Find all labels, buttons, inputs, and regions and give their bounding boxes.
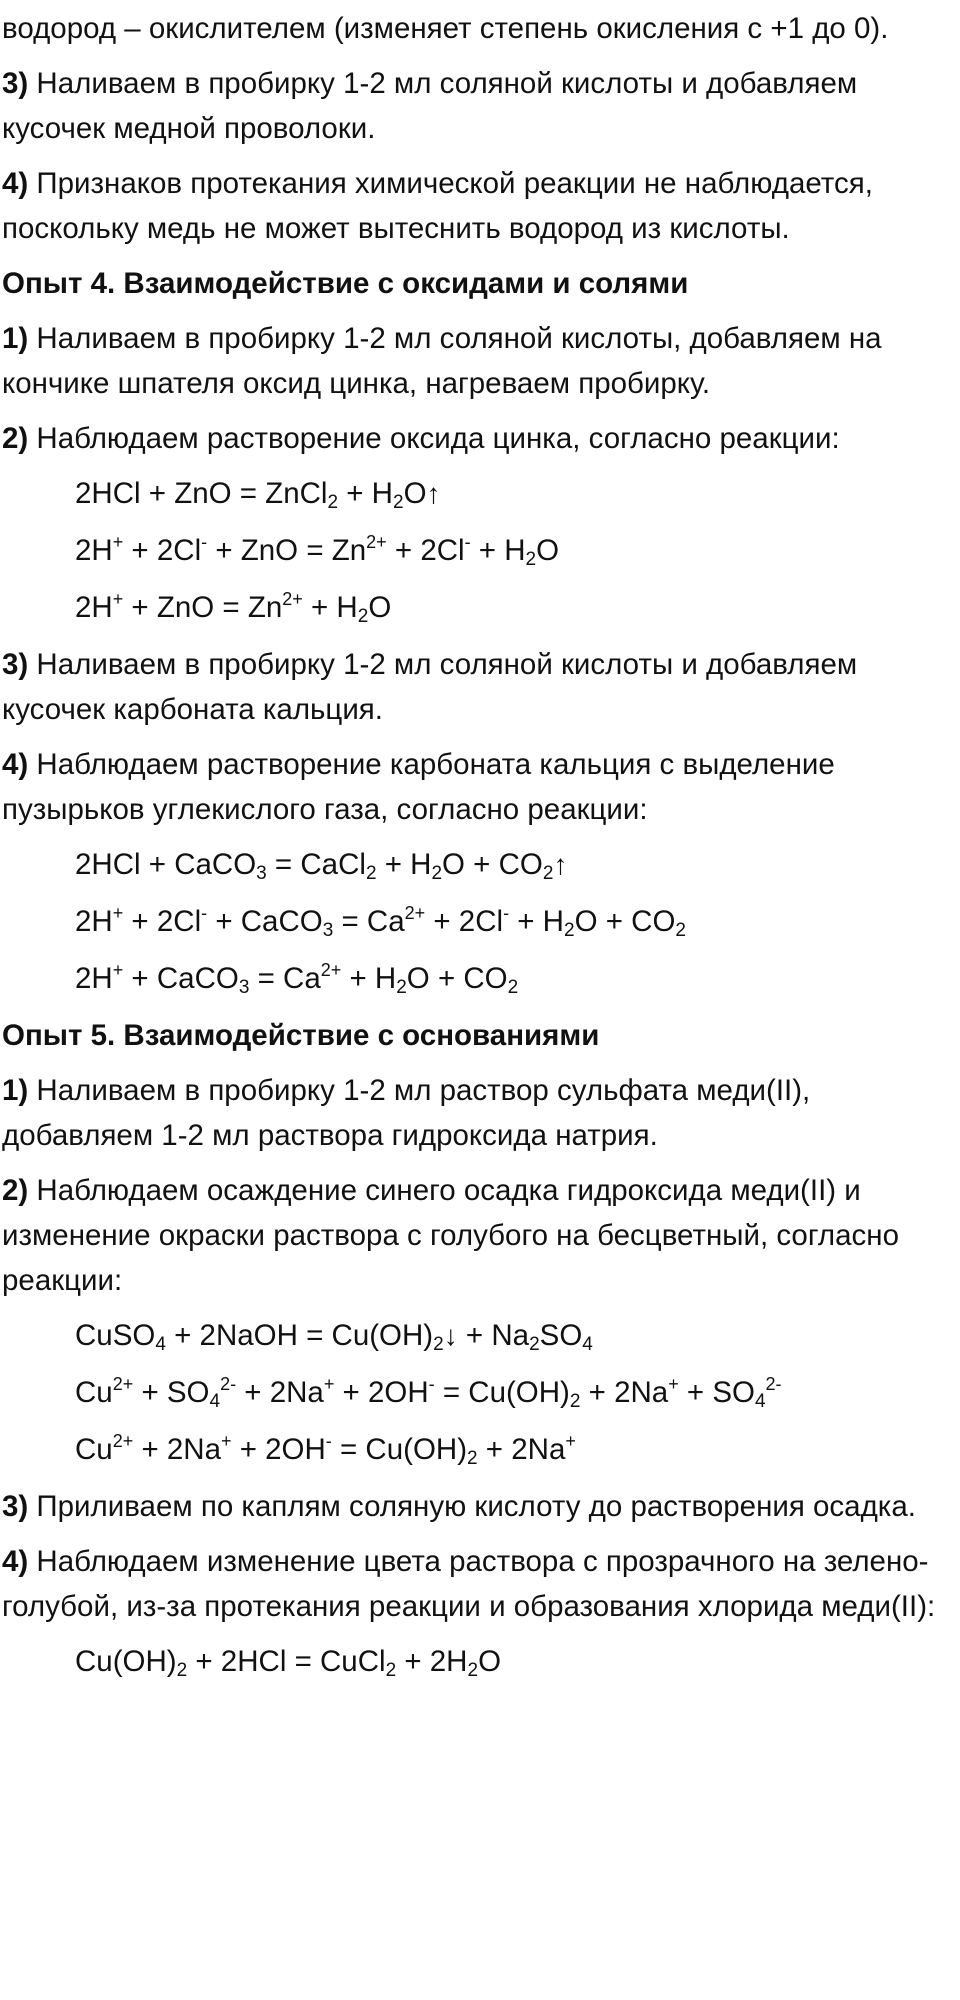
exp4-step-3 [0,642,960,732]
subscript: 3 [256,863,267,884]
superscript: - [464,532,471,552]
equation-text: + 2Cl [386,534,465,567]
subscript: 3 [322,920,334,941]
exp5-step-2 [0,1168,960,1303]
subscript: 2 [365,863,377,884]
equation-text: + 2OH [231,1433,326,1466]
equation-text: + 2Na [133,1433,221,1466]
equation-text: + 2Na [236,1376,324,1409]
equation-text: + 2OH [334,1376,429,1409]
equation-text: O [403,477,427,510]
equation-text: + 2Na [580,1376,669,1409]
exp4-step-4 [0,742,960,832]
subscript: 2 [467,1448,478,1469]
equation-text: + 2Na [477,1433,566,1466]
subscript: 4 [209,1391,221,1412]
step-number: 4) [2,1545,29,1578]
superscript: + [112,903,124,923]
equation-text: 2HCl + CaCO [75,848,257,881]
subscript: 2 [392,492,404,513]
equation [0,1370,960,1415]
subscript: 3 [238,977,250,998]
superscript: - [503,903,510,923]
equation-text: = Ca [249,962,321,995]
step-number: 3) [2,1490,29,1523]
equation-text: O [536,534,560,567]
equation-text: + H [376,848,432,881]
step-number: 1) [2,322,29,355]
equation-text: + CaCO [123,962,239,995]
equation-text: + SO [678,1376,755,1409]
equation-text: Cu [75,1376,113,1409]
exp4-step-2 [0,416,960,461]
equation-text: O [478,1645,502,1678]
step-number: 2) [2,422,29,455]
superscript: 2+ [320,960,342,980]
equation-text: O + CO [574,905,676,938]
subscript: 2 [542,863,554,884]
exp4-heading: Опыт 4. Взаимодействие с оксидами и солями [2,267,689,300]
equation-text: = Cu(OH) [434,1376,570,1409]
equation-text: Cu [75,1433,113,1466]
equation-text: + 2HCl = CuCl [187,1645,386,1678]
equation-text: + H [470,534,526,567]
exp5-heading: Опыт 5. Взаимодействие с основаниями [2,1019,600,1052]
equation-text: 2H [75,962,113,995]
equation-text: 2HCl + ZnO = ZnCl [75,477,328,510]
subscript: 2 [176,1660,188,1681]
subscript: 2 [467,1660,479,1681]
arrow-up-icon: ↑ [426,478,441,509]
superscript: + [112,532,124,552]
subscript: 2 [675,920,686,941]
equation [0,471,960,516]
superscript: 2+ [112,1431,134,1451]
equation-text: + 2Cl [123,534,202,567]
step-text: Наблюдаем растворение оксида цинка, согласно реакции: [28,422,840,455]
equation-text: Cu(OH) [75,1645,177,1678]
subscript: 2 [569,1391,581,1412]
subscript: 4 [754,1391,766,1412]
superscript: + [112,960,124,980]
equation [0,1313,960,1358]
equation-text: = CaCl [266,848,366,881]
superscript: - [201,532,208,552]
equation-text: + 2Cl [123,905,202,938]
subscript: 2 [433,1334,444,1355]
step-text: Наливаем в пробирку 1-2 мл соляной кислоты, добавляем на кончике шпателя оксид цинка, нагреваем пробирку. [2,322,882,400]
step-text: Наблюдаем растворение карбоната кальция с выделение пузырьков углекислого газа, согласно реакции: [2,748,835,826]
subscript: 4 [582,1334,593,1355]
equation-text: 2H [75,591,113,624]
step-text: Наливаем в пробирку 1-2 мл соляной кислоты и добавляем кусочек медной проволоки. [2,67,858,145]
equation-text: + H [338,477,393,510]
equation-text: + 2H [396,1645,468,1678]
equation-text: + H [341,962,397,995]
equation [0,528,960,573]
equation-text: 2H [75,905,113,938]
equation-text: + CaCO [207,905,323,938]
equation-text: O + CO [406,962,508,995]
exp3-step-4 [0,161,960,251]
superscript: + [221,1431,232,1451]
step-text: Наблюдаем изменение цвета раствора с прозрачного на зелено-голубой, из-за протекания реакции и образования хлорида меди(II): [2,1545,936,1623]
step-number: 3) [2,67,29,100]
equation-text: + 2NaOH = Cu(OH) [165,1319,434,1352]
superscript: 2+ [366,532,387,552]
superscript: - [428,1374,435,1394]
step-number: 4) [2,748,29,781]
superscript: + [565,1431,576,1451]
arrow-up-icon: ↑ [553,849,568,880]
superscript: - [201,903,208,923]
subscript: 2 [327,492,339,513]
exp4-step-1 [0,316,960,406]
equation-text: O [368,591,392,624]
subscript: 2 [525,549,537,570]
equation-text: CuSO [75,1319,156,1352]
equation-text: O + CO [442,848,543,881]
equation-text: = Cu(OH) [331,1433,468,1466]
superscript: + [668,1374,679,1394]
exp5-step-3 [0,1484,960,1529]
superscript: 2+ [282,589,303,609]
exp5-step-1 [0,1068,960,1158]
intro-paragraph: водород – окислителем (изменяет степень окисления с +1 до 0). [2,12,889,45]
superscript: + [323,1374,335,1394]
superscript: 2+ [112,1374,134,1394]
equation-text: SO [539,1319,583,1352]
step-text: Наблюдаем осаждение синего осадка гидроксида меди(II) и изменение окраски раствора с голубого на бесцветный, согласно реакции: [2,1174,899,1297]
equation-text: + ZnO = Zn [123,591,283,624]
subscript: 2 [396,977,407,998]
subscript: 2 [564,920,575,941]
step-number: 2) [2,1174,29,1207]
equation-text: + 2Cl [425,905,504,938]
superscript: 2- [220,1374,237,1394]
equation-text: + H [302,591,358,624]
equation-text: + Na [457,1319,530,1352]
step-number: 4) [2,167,29,200]
subscript: 2 [529,1334,540,1355]
equation-text: = Ca [333,905,405,938]
equation-text: + SO [133,1376,210,1409]
step-text: Признаков протекания химической реакции не наблюдается, поскольку медь не может вытеснить водород из кислоты. [2,167,873,245]
exp3-step-3 [0,61,960,151]
superscript: 2- [765,1374,782,1394]
equation [0,842,960,887]
superscript: - [325,1431,332,1451]
step-text: Наливаем в пробирку 1-2 мл раствор сульфата меди(II), добавляем 1-2 мл раствора гидроксида натрия. [2,1074,811,1152]
arrow-down-icon: ↓ [443,1320,458,1351]
superscript: 2+ [404,903,426,923]
subscript: 2 [357,606,369,627]
equation-text: + ZnO = Zn [207,534,367,567]
step-text: Наливаем в пробирку 1-2 мл соляной кислоты и добавляем кусочек карбоната кальция. [2,648,858,726]
equation [0,956,960,1001]
subscript: 2 [507,977,519,998]
equation [0,585,960,630]
equation [0,899,960,944]
step-text: Приливаем по каплям соляную кислоту до растворения осадка. [28,1490,916,1523]
step-number: 3) [2,648,29,681]
exp5-step-4 [0,1539,960,1629]
equation [0,1639,960,1684]
subscript: 2 [431,863,443,884]
equation [0,1427,960,1472]
subscript: 4 [155,1334,166,1355]
equation-text: + H [509,905,564,938]
subscript: 2 [385,1660,397,1681]
step-number: 1) [2,1074,29,1107]
equation-text: 2H [75,534,113,567]
superscript: + [112,589,124,609]
